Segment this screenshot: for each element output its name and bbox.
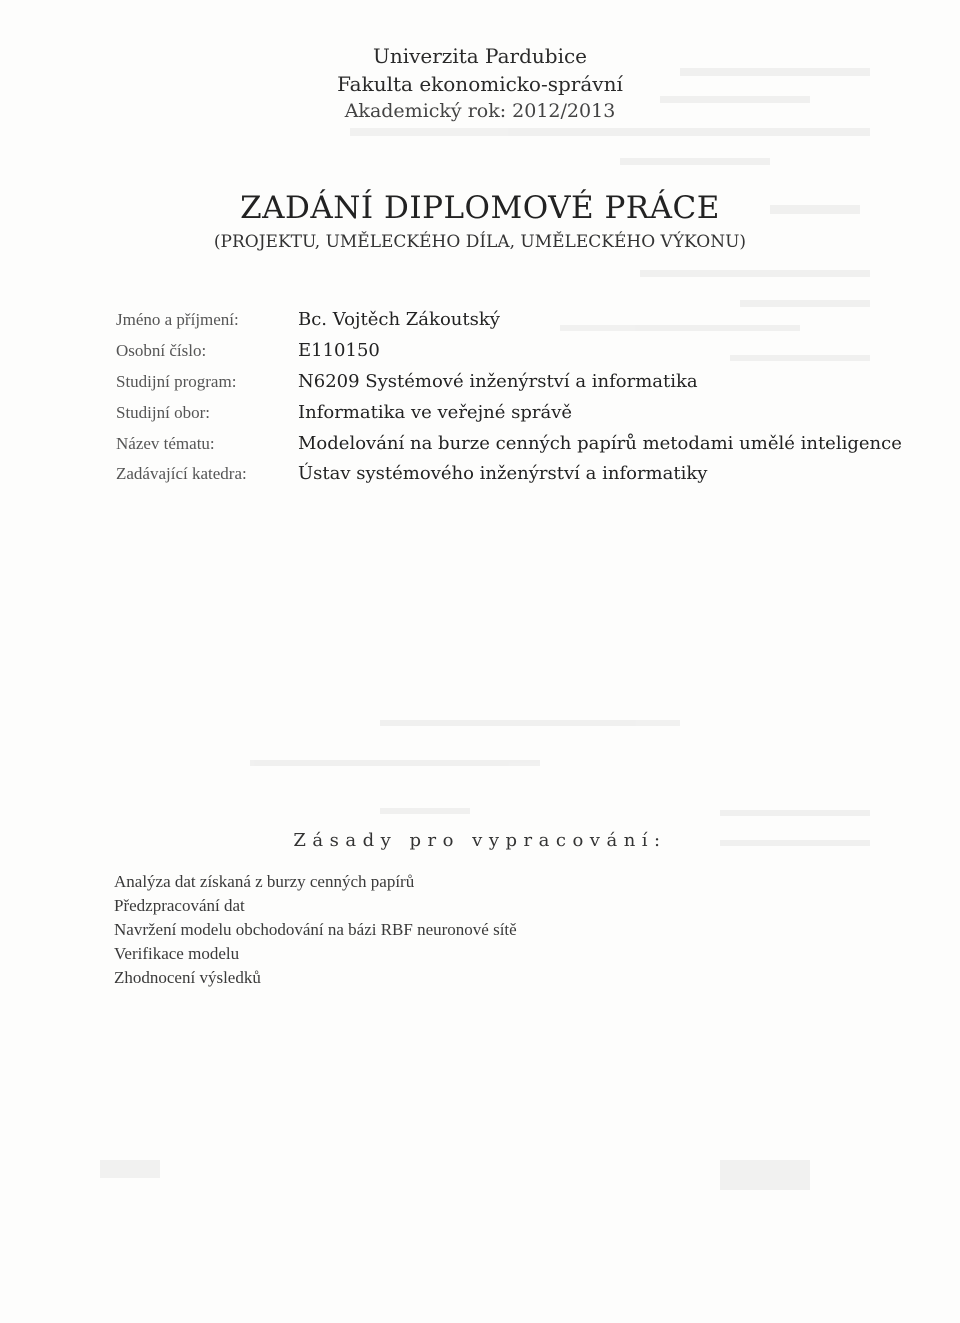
document-subtitle: (PROJEKTU, UMĚLECKÉHO DÍLA, UMĚLECKÉHO VÝKONU) <box>213 232 747 252</box>
field-label: Studijní program: <box>116 372 237 391</box>
field-row-study-field <box>116 397 916 428</box>
academic-year: Akademický rok: 2012/2013 <box>344 100 616 122</box>
field-label: Zadávající katedra: <box>116 464 247 483</box>
field-label: Studijní obor: <box>116 403 210 422</box>
field-label: Osobní číslo: <box>116 341 207 360</box>
principles-heading: Zásady pro vypracování: <box>293 830 667 851</box>
field-row-study-program <box>116 366 916 397</box>
field-value: Informatika ve veřejné správě <box>298 402 573 423</box>
field-value: N6209 Systémové inženýrství a informatika <box>298 371 698 392</box>
field-row-name <box>116 304 916 335</box>
field-value: Bc. Vojtěch Zákoutský <box>298 309 500 330</box>
principle-item: Verifikace modelu <box>114 944 240 963</box>
field-value: Modelování na burze cenných papírů metodami umělé inteligence <box>298 433 902 454</box>
field-label: Název tématu: <box>116 434 215 453</box>
field-value: Ústav systémového inženýrství a informatiky <box>298 463 708 484</box>
principle-item: Analýza dat získaná z burzy cenných papírů <box>114 872 415 891</box>
principle-item: Zhodnocení výsledků <box>114 968 261 987</box>
field-value: E110150 <box>298 340 380 361</box>
field-row-department <box>116 458 916 489</box>
field-row-topic <box>116 432 916 455</box>
field-label: Jméno a příjmení: <box>116 310 239 329</box>
document-title: ZADÁNÍ DIPLOMOVÉ PRÁCE <box>240 190 720 226</box>
student-info-table <box>116 304 916 489</box>
field-row-personal-number <box>116 335 916 366</box>
principle-item: Předzpracování dat <box>114 896 245 915</box>
faculty-name: Fakulta ekonomicko-správní <box>337 72 623 96</box>
university-name: Univerzita Pardubice <box>372 44 588 68</box>
principles-list <box>114 870 814 990</box>
principle-item: Navržení modelu obchodování na bázi RBF neuronové sítě <box>114 920 517 939</box>
